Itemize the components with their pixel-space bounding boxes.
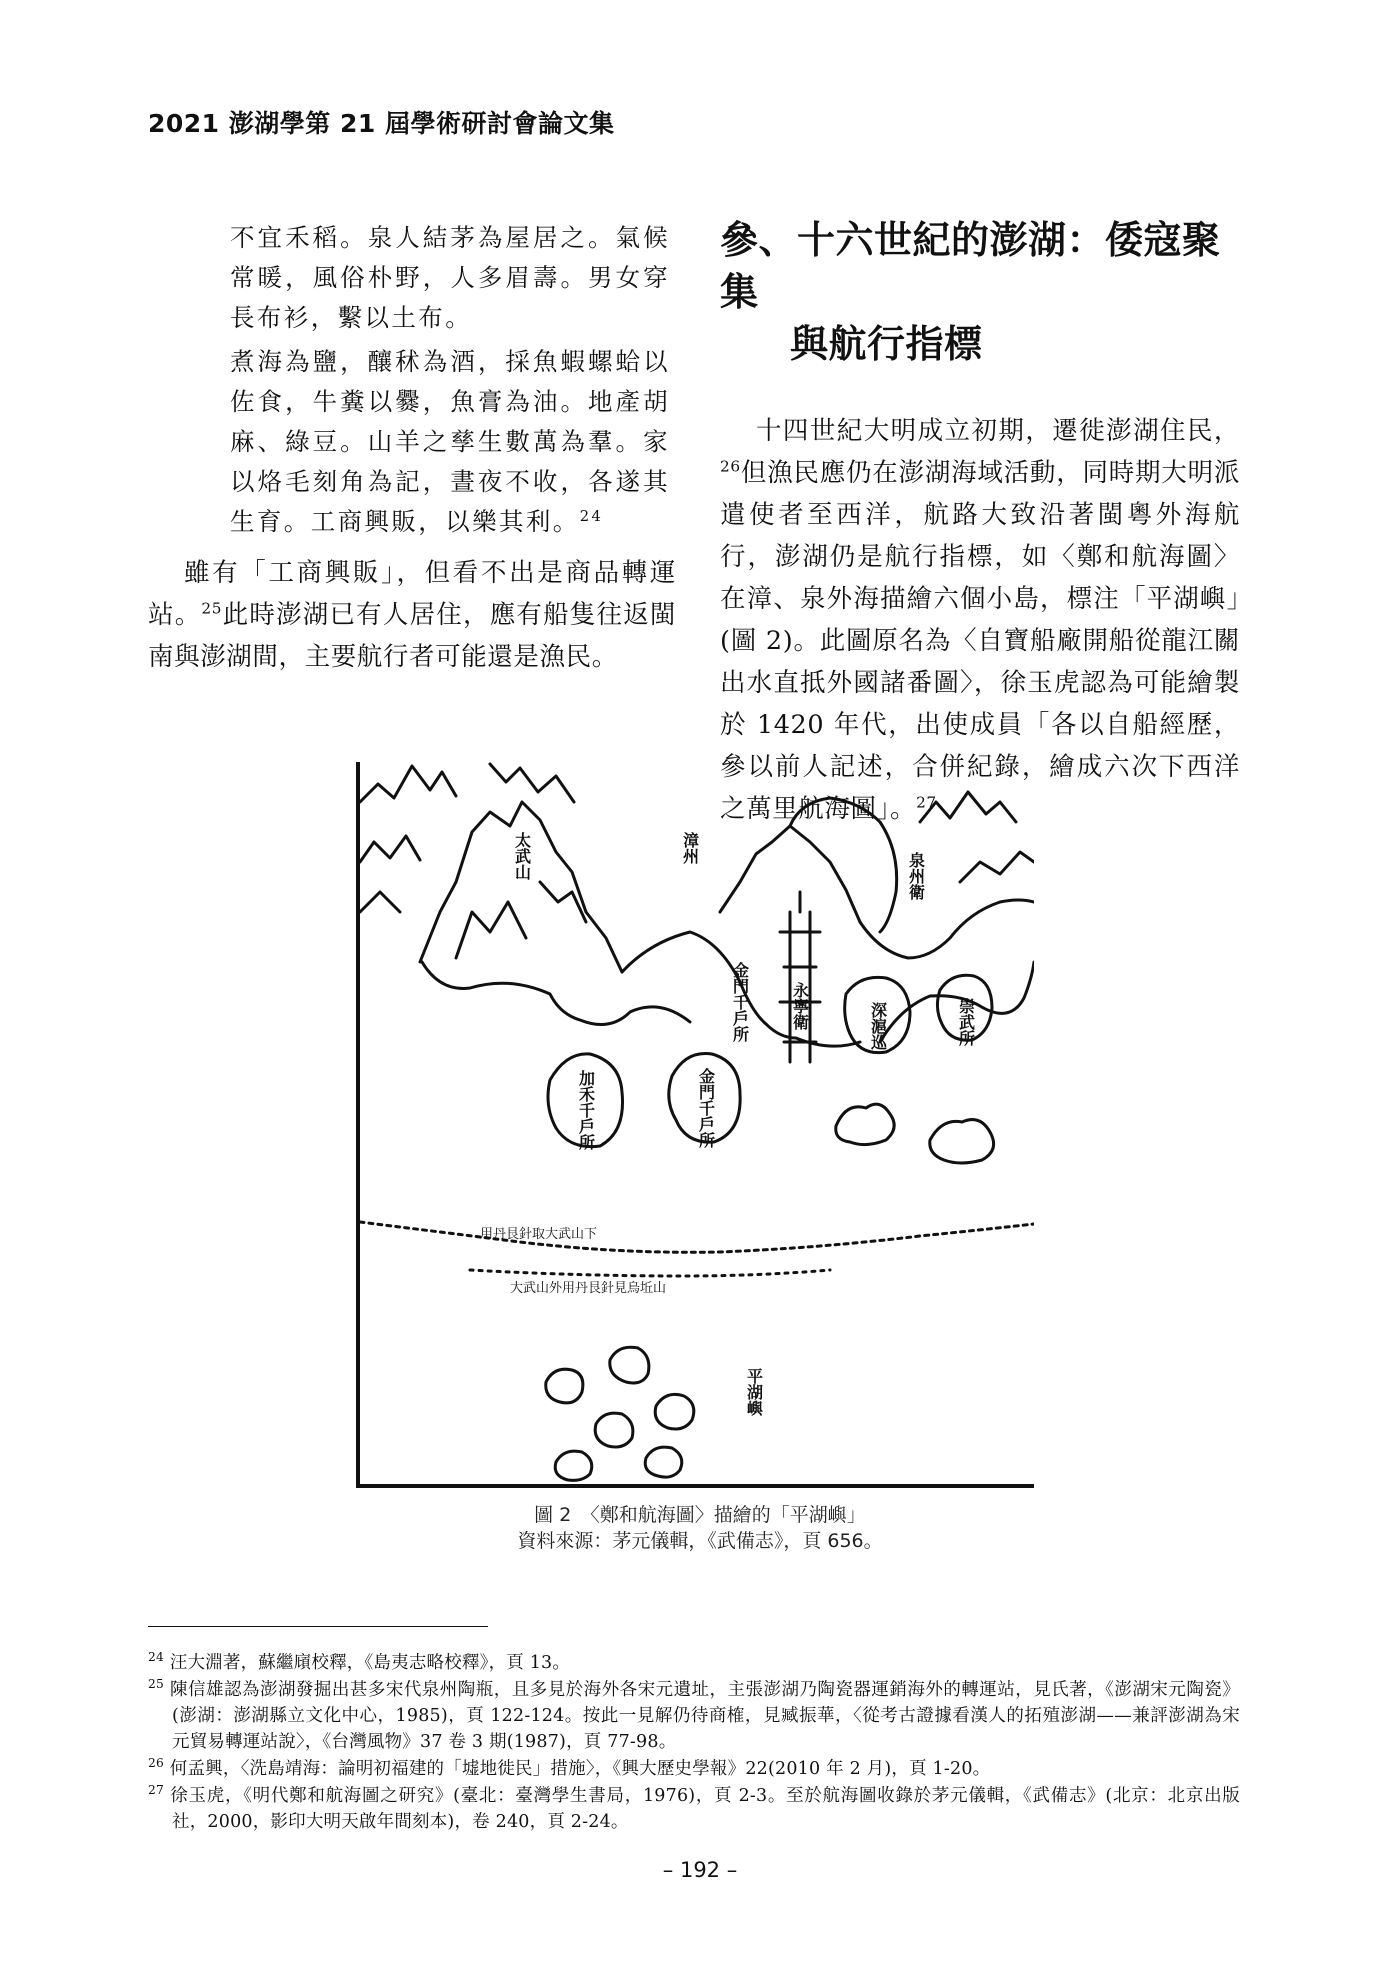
- map-label-quanzhou-wei: 泉州衛: [906, 852, 926, 900]
- body-paragraph-left: 雖有「工商興販」，但看不出是商品轉運站。$^{25}$此時澎湖已有人居住，應有船隻往返閩南與澎湖間，主要航行者可能還是漁民。: [148, 558, 676, 672]
- section-title: [720, 214, 1250, 370]
- map-label-shenhu: 深滬巡: [868, 1002, 888, 1050]
- figure-source: 資料來源：茅元儀輯，《武備志》，頁 656。: [517, 1530, 883, 1552]
- map-label-zhangzhou: 漳州: [680, 832, 700, 864]
- map-label-penghu-islet: 平湖嶼: [744, 1368, 764, 1416]
- footnote-rule: [148, 1626, 488, 1627]
- block-quote: [148, 218, 676, 542]
- footnotes: [148, 1650, 1240, 1836]
- map-route-text-lower: 大武山外用丹艮針見烏坵山: [510, 1281, 667, 1296]
- map-route-text-upper: 用丹艮針取大武山下: [480, 1227, 598, 1242]
- footnote-ref-26[interactable]: 26: [720, 457, 741, 476]
- footnote-24: $^{24}$ 汪大淵著，蘇繼廎校釋，《島夷志略校釋》，頁 13。: [148, 1650, 571, 1673]
- zheng-he-map-figure: [356, 762, 1034, 1488]
- footnote-25: $^{25}$ 陳信雄認為澎湖發掘出甚多宋代泉州陶瓶，且多見於海外各宋元遺址，主張澎湖乃陶瓷器運銷海外的轉運站，見氏著，《澎湖宋元陶瓷》(澎湖：澎湖縣立文化中心，1985)，頁 122-124。按此一見解仍待商榷，見臧振華，〈從考古證據看漢人的拓殖澎湖——兼評澎湖為宋元貿易轉運站說〉，《台灣風物》37 卷 3 期(1987)，頁 77-98。: [148, 1677, 1240, 1752]
- map-label-jiahe: 加禾千戶所: [576, 1070, 596, 1150]
- quote-paragraph-2: 煮海為鹽，釀秫為酒，採魚蝦螺蛤以佐食，牛糞以爨，魚膏為油。地產胡麻、綠豆。山羊之孳生數萬為羣。家以烙毛刻角為記，晝夜不收，各遂其生育。工商興販，以樂其利。$^{24}$: [230, 347, 670, 536]
- footnote-26: $^{26}$ 何孟興，〈洗島靖海：論明初福建的「墟地徙民」措施〉，《興大歷史學報》22(2010 年 2 月)，頁 1-20。: [148, 1756, 991, 1779]
- section-title-line2: 與航行指標: [790, 321, 983, 366]
- footnote-ref-25[interactable]: 25: [201, 599, 223, 618]
- section-title-line1: 參、十六世紀的澎湖：倭寇聚集: [720, 217, 1221, 314]
- page-number: – 192 –: [662, 1858, 738, 1882]
- map-label-yongning-wei: 永寧衛: [790, 982, 810, 1030]
- map-illustration: [360, 762, 1034, 1484]
- footnote-ref-24[interactable]: 24: [579, 507, 604, 525]
- figure-caption: 圖 2 〈鄭和航海圖〉描繪的「平湖嶼」: [534, 1504, 866, 1526]
- body-paragraph-right: 十四世紀大明成立初期，遷徙澎湖住民，$^{26}$但漁民應仍在澎湖海域活動，同時期大明派遣使者至西洋，航路大致沿著閩粵外海航行，澎湖仍是航行指標，如〈鄭和航海圖〉在漳、泉外海描繪六個小島，標注「平湖嶼」(圖 2)。此圖原名為〈自寶船廠開船從龍江關出水直抵外國諸番圖〉，徐玉虎認為可能繪製於 1420 年代，出使成員「各以自船經歷，參以前人記述，合併紀錄，繪成六次下西洋之萬里航海圖」。$^{27}$: [720, 416, 1240, 824]
- map-label-chongwu: 崇武所: [956, 998, 976, 1046]
- right-column: [720, 214, 1240, 830]
- map-label-jinmen-lower: 金門千戶所: [696, 1068, 716, 1148]
- map-label-taiwu-mountain: 太武山: [512, 832, 532, 880]
- left-column: [148, 218, 676, 678]
- footnote-ref-27[interactable]: 27: [916, 793, 937, 812]
- footnote-27: $^{27}$ 徐玉虎，《明代鄭和航海圖之研究》(臺北：臺灣學生書局，1976)，頁 2-3。至於航海圖收錄於茅元儀輯，《武備志》(北京：北京出版社，2000，影印大明天啟年間刻本)，卷 240，頁 2-24。: [148, 1783, 1240, 1832]
- map-label-jinmen-upper: 金門千戶所: [730, 962, 750, 1042]
- running-header: 2021 澎湖學第 21 屆學術研討會論文集: [148, 109, 615, 138]
- quote-paragraph-1: 不宜禾稻。泉人結茅為屋居之。氣候常暖，風俗朴野，人多眉壽。男女穿長布衫，繫以土布。: [230, 223, 670, 332]
